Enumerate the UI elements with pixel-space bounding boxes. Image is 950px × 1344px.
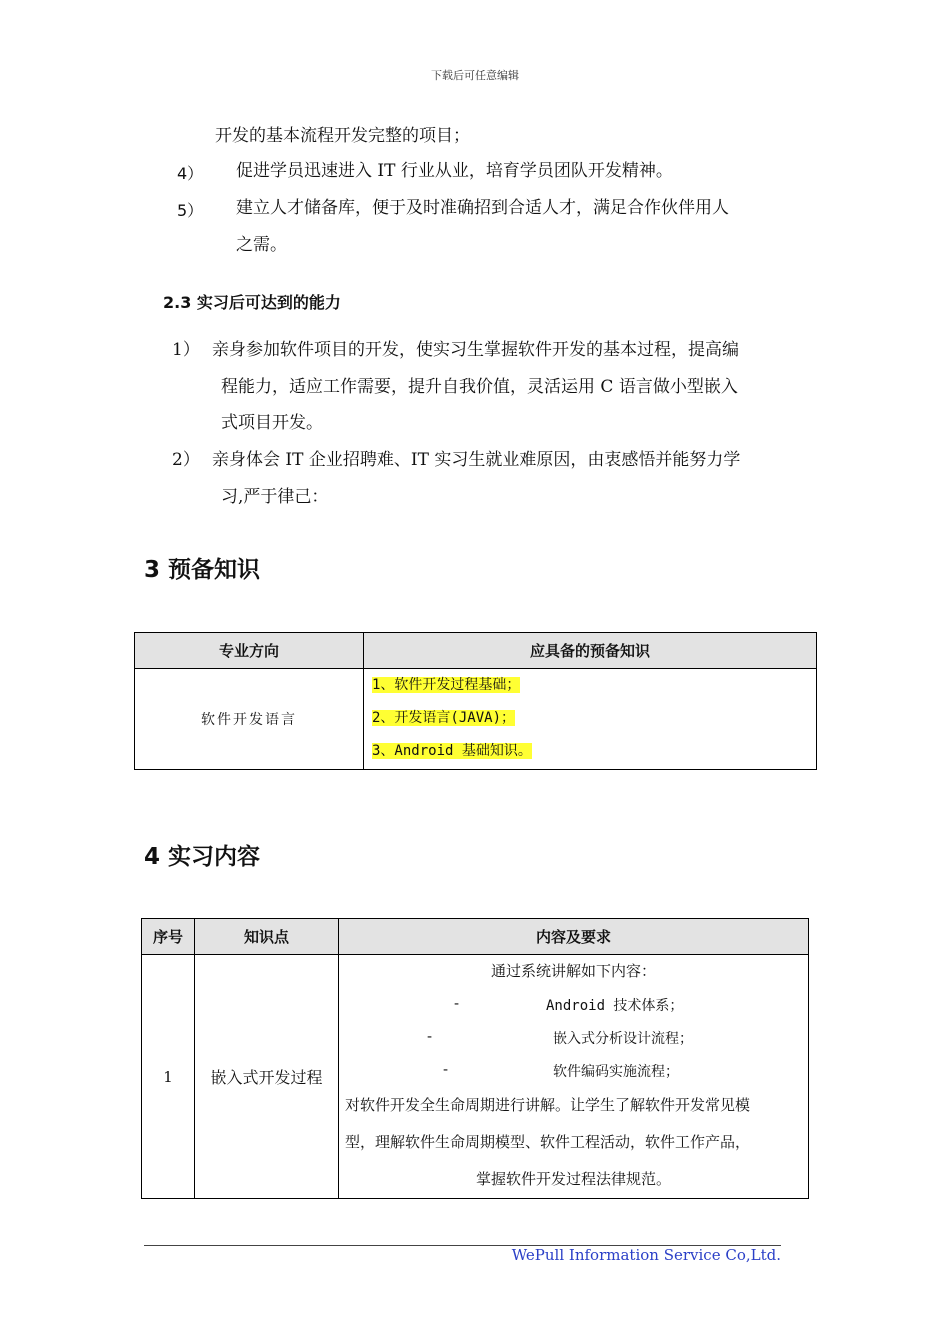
continuation-text: 开发的基本流程开发完整的项目；	[215, 126, 470, 146]
content-table	[141, 918, 809, 1199]
page-header: 下载后可任意编辑	[431, 69, 519, 82]
section-4-heading: 4 实习内容	[144, 844, 261, 870]
content-paragraph	[345, 1087, 802, 1198]
dash-mark: -	[443, 1060, 449, 1078]
ability-1-number: 1）	[172, 340, 200, 360]
item-5-line1: 建立人才储备库，便于及时准确招到合适人才，满足合作伙伴用人	[236, 198, 729, 218]
item-4-number: 4）	[177, 164, 204, 183]
table-header-knowledge: 应具备的预备知识	[364, 633, 817, 669]
table-header-content: 内容及要求	[339, 919, 809, 955]
bullet-text: 软件编码实施流程；	[553, 1064, 679, 1080]
paragraph-line: 型，理解软件生命周期模型、软件工程活动，软件工作产品，	[345, 1133, 751, 1151]
knowledge-item: 2、开发语言(JAVA)；	[372, 710, 516, 726]
table-header-number: 序号	[142, 919, 195, 955]
footer-company: WePull Information Service Co,Ltd.	[511, 1246, 781, 1264]
ability-2-line2: 习,严于律己：	[221, 487, 329, 507]
direction-cell: 软件开发语言	[135, 669, 364, 770]
item-5-line2: 之需。	[236, 235, 287, 255]
bullet-text: 嵌入式分析设计流程；	[553, 1031, 693, 1047]
dash-mark: -	[454, 994, 460, 1012]
knowledge-cell	[364, 669, 817, 770]
dash-mark: -	[427, 1027, 433, 1045]
table-header-direction: 专业方向	[135, 633, 364, 669]
point-cell: 嵌入式开发过程	[195, 955, 339, 1199]
table-row	[135, 669, 817, 770]
knowledge-item: 1、软件开发过程基础；	[372, 677, 521, 693]
ability-2-line1: 亲身体会 IT 企业招聘难、IT 实习生就业难原因，由衷感悟并能努力学	[212, 450, 741, 470]
prerequisite-table	[134, 632, 817, 770]
ability-1-line1: 亲身参加软件项目的开发，使实习生掌握软件开发的基本过程，提高编	[212, 340, 739, 360]
section-2-3-heading: 2.3 实习后可达到的能力	[163, 293, 341, 312]
item-4-text: 促进学员迅速进入 IT 行业从业，培育学员团队开发精神。	[236, 161, 673, 181]
row-number-cell: 1	[142, 955, 195, 1199]
content-bullet	[345, 1021, 802, 1054]
bullet-text: Android 技术体系；	[546, 998, 684, 1014]
ability-1-line3: 式项目开发。	[221, 413, 323, 433]
item-5-number: 5）	[177, 201, 204, 220]
section-3-heading: 3 预备知识	[144, 557, 261, 583]
knowledge-item: 3、Android 基础知识。	[372, 743, 532, 759]
table-header-point: 知识点	[195, 919, 339, 955]
paragraph-line: 对软件开发全生命周期进行讲解。让学生了解软件开发常见模	[345, 1096, 751, 1114]
paragraph-line: 掌握软件开发过程法律规范。	[475, 1170, 671, 1188]
ability-2-number: 2）	[172, 450, 200, 470]
ability-1-line2: 程能力，适应工作需要，提升自我价值，灵活运用 C 语言做小型嵌入	[221, 377, 738, 397]
content-bullet	[345, 1054, 802, 1087]
content-cell	[339, 955, 809, 1199]
content-bullet	[345, 988, 802, 1021]
table-row	[142, 955, 809, 1199]
content-intro: 通过系统讲解如下内容：	[490, 962, 656, 980]
